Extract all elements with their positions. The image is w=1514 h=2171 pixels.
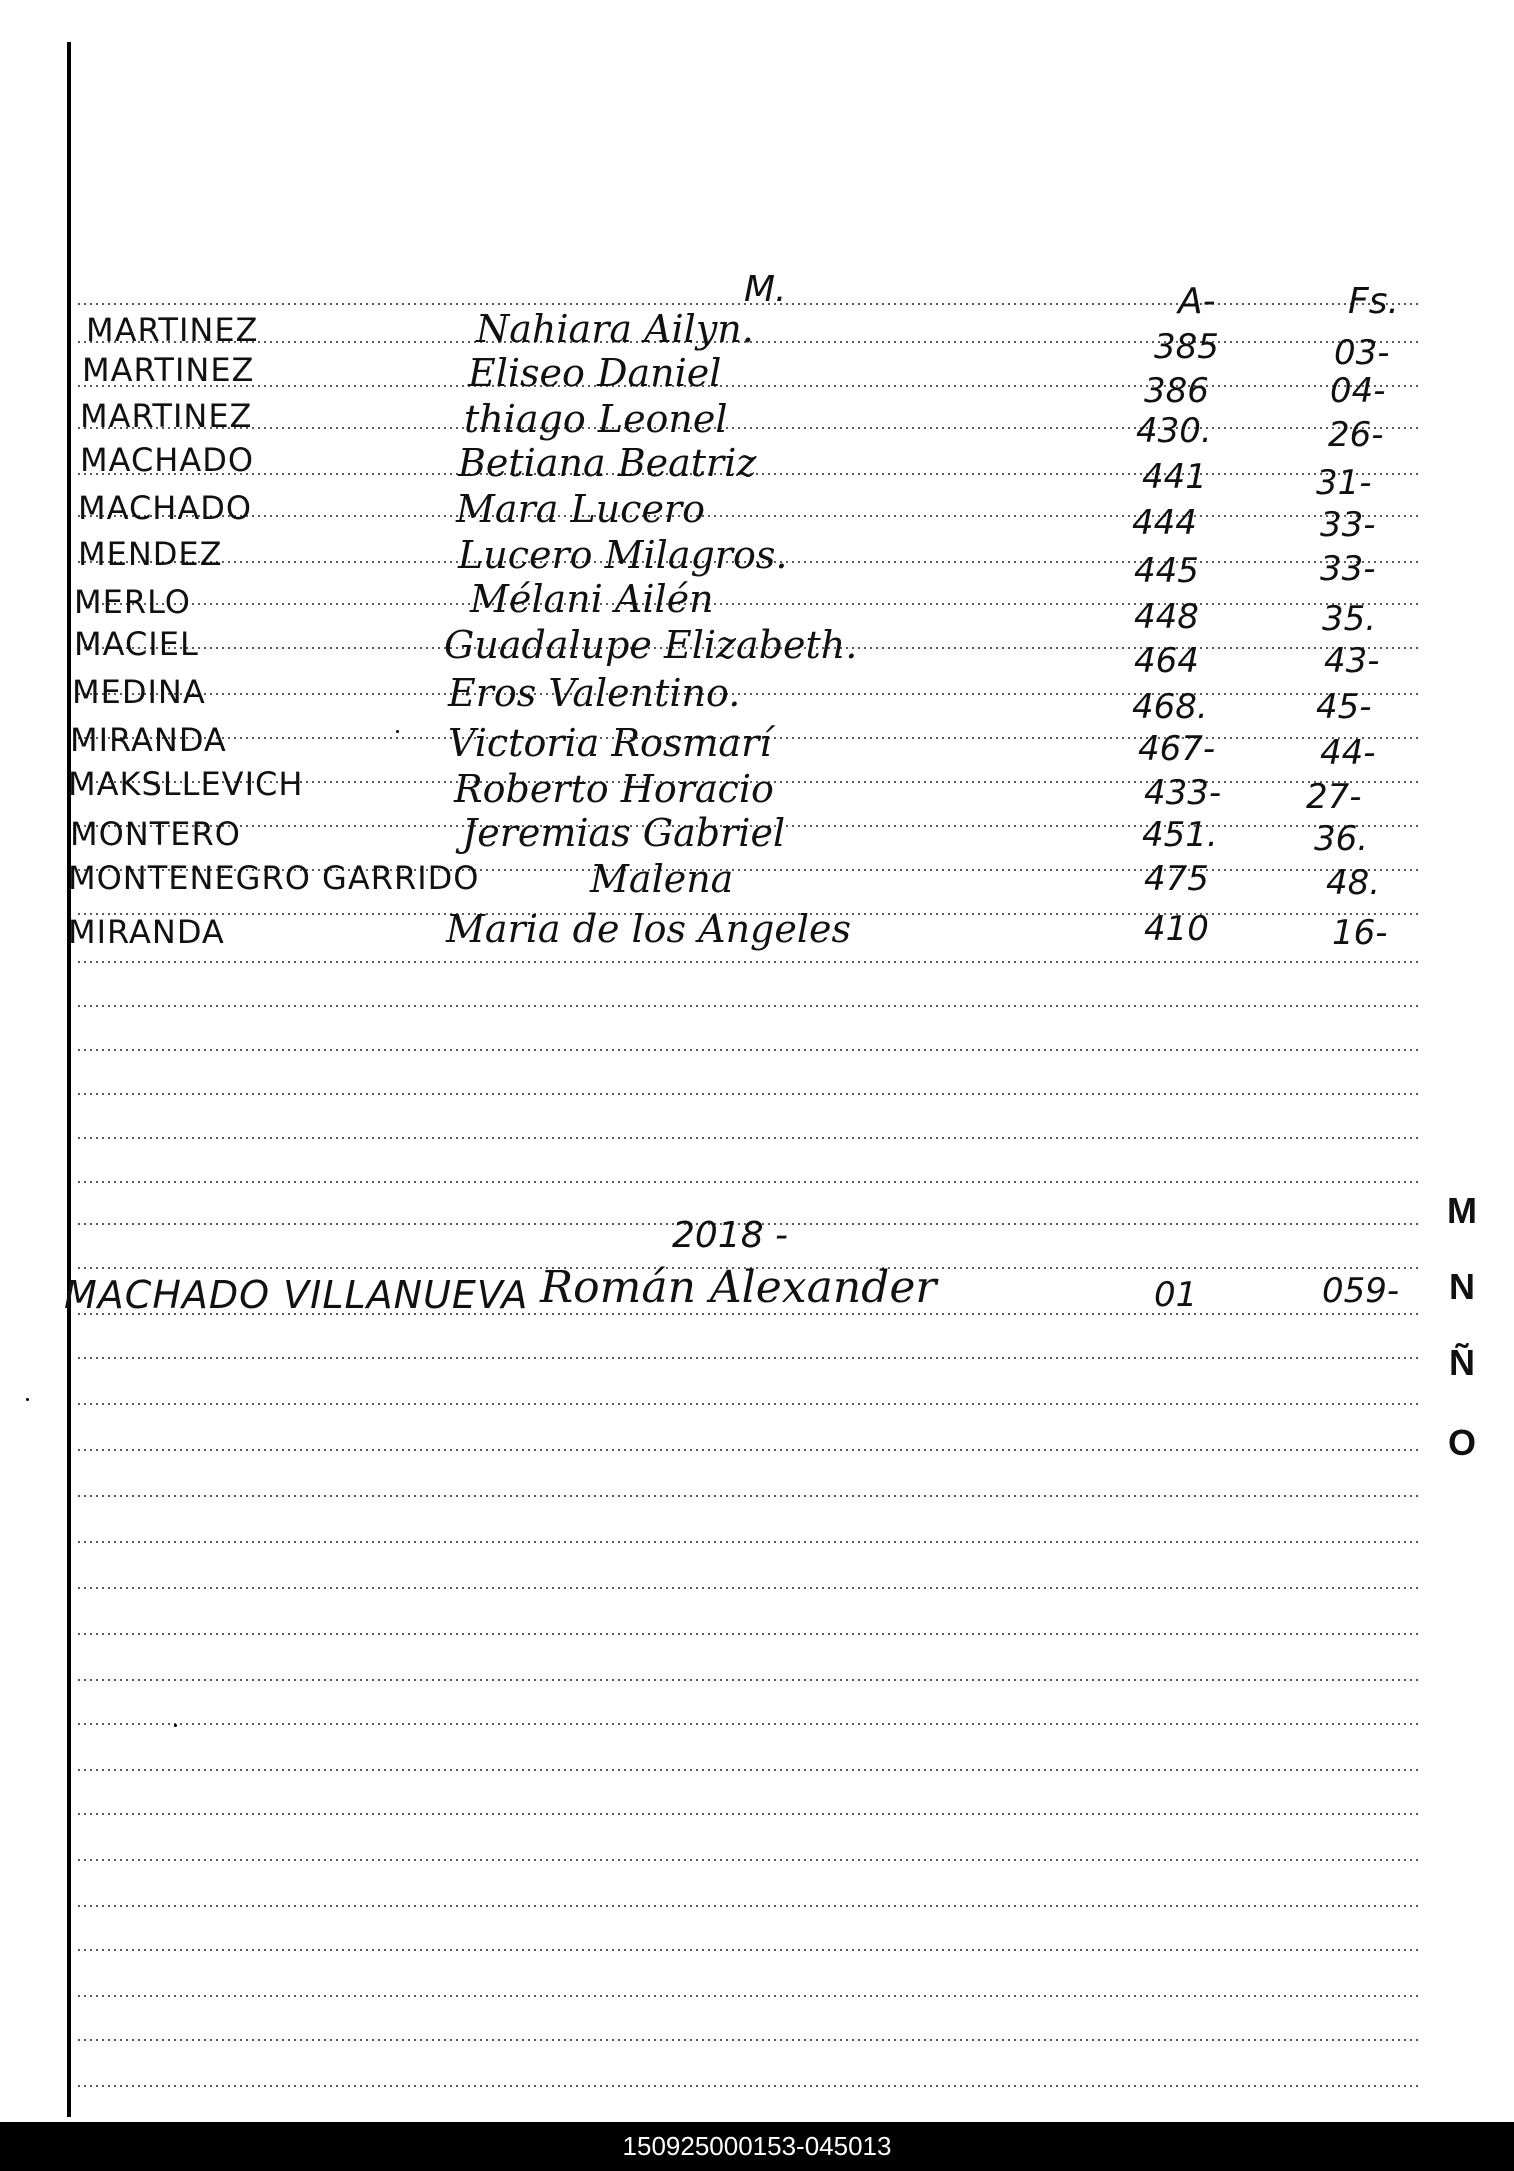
entry-folio: 16- [1332, 913, 1388, 953]
entry-surname: MACHADO [80, 441, 255, 479]
entry-folio: 33- [1320, 549, 1376, 589]
entry-given-name: Jeremias Gabriel [462, 811, 786, 855]
entry-surname: MONTENEGRO GARRIDO [68, 859, 480, 897]
entry-folio: 36. [1314, 819, 1369, 859]
entry-given-name: Eliseo Daniel [468, 351, 722, 395]
ink-speck [174, 1724, 177, 1727]
entry-folio: 059- [1322, 1271, 1400, 1311]
entry-folio: 04- [1330, 371, 1386, 411]
entry-acta: 448 [1134, 597, 1199, 637]
side-index-letter-o: O [1447, 1422, 1476, 1463]
ink-speck [396, 730, 399, 733]
entry-surname: MARTINEZ [82, 351, 255, 389]
entry-folio: 03- [1334, 333, 1390, 373]
entry-folio: 48. [1326, 863, 1381, 903]
entry-given-name: Roberto Horacio [454, 767, 774, 811]
entry-given-name: thiago Leonel [464, 397, 728, 441]
entry-acta: 444 [1132, 503, 1197, 543]
entry-acta: 441 [1142, 457, 1207, 497]
entry-surname: MENDEZ [78, 535, 223, 573]
entry-surname: MACIEL [74, 625, 199, 663]
ink-speck [26, 1398, 29, 1401]
entry-surname: MIRANDA [68, 913, 225, 951]
entry-folio: 35. [1322, 599, 1377, 639]
entry-acta: 01 [1154, 1275, 1198, 1315]
document-code-footer: 150925000153-045013 [0, 2122, 1514, 2171]
entry-folio: 27- [1306, 777, 1362, 817]
entry-acta: 433- [1144, 773, 1222, 813]
entry-surname: MACHADO [78, 489, 253, 527]
entry-surname: MONTERO [70, 815, 241, 853]
entry-given-name: Maria de los Angeles [446, 907, 851, 951]
entry-given-name: Betiana Beatriz [458, 441, 757, 485]
entry-acta: 464 [1134, 641, 1199, 681]
entry-folio: 26- [1328, 415, 1384, 455]
left-margin-line [67, 42, 71, 2117]
side-index-letter-n: N [1449, 1266, 1475, 1307]
side-index-letter-enye: Ñ [1449, 1342, 1475, 1383]
entry-given-name: Malena [590, 857, 734, 901]
entry-surname: MACHADO VILLANUEVA [64, 1273, 529, 1317]
entry-acta: 445 [1134, 551, 1199, 591]
entry-acta: 410 [1144, 909, 1209, 949]
entry-given-name: Mélani Ailén [470, 577, 714, 621]
entry-given-name: Mara Lucero [456, 487, 705, 531]
entry-acta: 385 [1154, 327, 1219, 367]
entry-surname: MERLO [74, 583, 191, 621]
entry-acta: 468. [1132, 687, 1208, 727]
entry-folio: 33- [1320, 505, 1376, 545]
entry-given-name: Victoria Rosmarí [448, 721, 772, 765]
entry-surname: MARTINEZ [80, 397, 253, 435]
entry-acta: 430. [1136, 411, 1212, 451]
entry-surname: MARTINEZ [86, 311, 259, 349]
entry-surname: MEDINA [72, 673, 206, 711]
entry-folio: 31- [1316, 463, 1372, 503]
entry-folio: 45- [1316, 687, 1372, 727]
entry-folio: 43- [1324, 641, 1380, 681]
entry-acta: 386 [1144, 371, 1209, 411]
section-letter-heading: M. [744, 269, 787, 310]
column-header-folio: Fs. [1348, 281, 1399, 322]
entry-given-name: Román Alexander [540, 1262, 937, 1313]
entry-surname: MIRANDA [70, 721, 227, 759]
year-heading: 2018 - [672, 1215, 789, 1256]
entry-surname: MAKSLLEVICH [68, 765, 304, 803]
entry-acta: 451. [1142, 815, 1218, 855]
entry-given-name: Guadalupe Elizabeth. [444, 623, 858, 667]
entry-given-name: Nahiara Ailyn. [476, 307, 754, 351]
side-index-letter-m: M [1447, 1190, 1477, 1231]
entry-folio: 44- [1320, 733, 1376, 773]
entry-given-name: Lucero Milagros. [458, 533, 788, 577]
entry-acta: 475 [1144, 859, 1209, 899]
column-header-acta: A- [1178, 281, 1216, 322]
entry-acta: 467- [1138, 729, 1216, 769]
entry-given-name: Eros Valentino. [448, 671, 741, 715]
